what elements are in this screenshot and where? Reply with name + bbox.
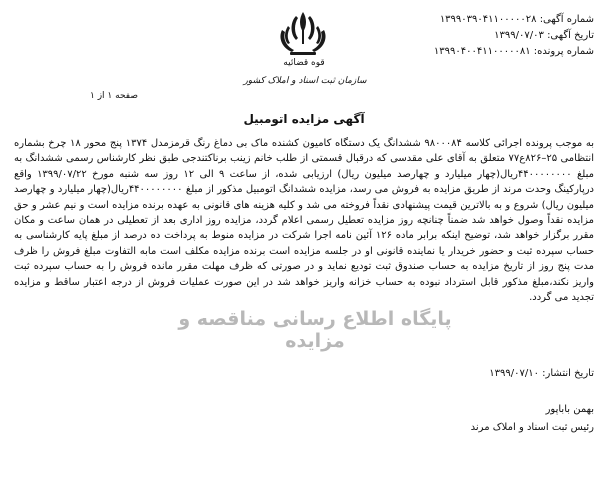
notice-number-label: شماره آگهی: xyxy=(539,14,594,25)
signer-title: رئیس ثبت اسناد و املاک مرند xyxy=(470,422,594,433)
iran-emblem-icon xyxy=(268,8,338,60)
notice-date-row xyxy=(434,28,594,44)
publication-date-label: تاریخ انتشار: xyxy=(542,368,594,379)
case-number: ۱۳۹۹۰۴۰۰۴۱۱۰۰۰۰۰۸۱ xyxy=(433,46,531,57)
notice-body: به موجب پرونده اجرائی کلاسه ۹۸۰۰۰۸۴ ششدانگ یک دستگاه کامیون کشنده ماک بی دماغ رنگ قرمزمدل ۱۳۷۴ پنج محور ۱۸ چرخ بشماره انتظامی ۲۵–۸۲۶ع۷۷ متعلق به آقای علی مقدسی که درقبال قسمتی از طلب خانم زینب برناکتندجی طبق نظر کارشناس رسمی ششدانگ به مبلغ ۴۴۰۰۰۰۰۰۰۰ریال(چهار میلیارد و چهارصد میلیون ریال) ارزیابی شده، از ساعت ۹ الی ۱۲ روز سه شنبه مورخ ۱۳۹۹/۰۷/۲۲ واقع درپارکینگ وحدت مرند از طریق مزایده به فروش می رسد، مزایده ششدانگ اتومبیل مذکور از مبلغ ۴۴۰۰۰۰۰۰۰۰ریال(چهار میلیارد و چهارصد میلیون ریال) شروع و به بالاترین قیمت پیشنهادی نقداً فروخته می شد و کلیه هزینه های قانونی به عهده برنده مزایده است و نیم عشر و حق مزایده نقداً وصول خواهد شد ضمناً چنانچه روز مزایده تعطیل رسمی اعلام گردد، مزایده روز اداری بعد از تعطیلی در همان ساعت و مکان مقرر برگزار خواهد شد، توضیح اینکه برابر ماده ۱۲۶ آئین نامه اجرا شرکت در مزایده منوط به پرداخت ده درصد از مبلغ پایه کارشناسی به حساب سپرده ثبت و حضور خریدار یا نماینده قانونی او در جلسه مزایده است برنده مزایده مکلف است مابه التفاوت مبلغ فروش را ظرف مدت پنج روز از تاریخ مزایده به حساب صندوق ثبت تودیع نماید و در صورتی که ظرف مهلت مقرر مانده فروش را به حساب سپرده ثبت واریز نکند،مبلغ مذکور قابل استرداد نبوده به حساب خزانه واریز خواهد شد در این صورت عملیات فروش از درجه اعتبار ساقط و مزایده تجدید می گردد. xyxy=(14,138,595,304)
notice-date: ۱۳۹۹/۰۷/۰۳ xyxy=(494,30,544,41)
organization-label: سازمان ثبت اسناد و املاک کشور xyxy=(243,76,367,86)
judiciary-label: قوه قضائیه xyxy=(283,58,325,68)
notice-number-row xyxy=(434,12,594,28)
publication-date-row xyxy=(489,368,594,379)
case-number-label: شماره پرونده: xyxy=(533,46,594,57)
signer-name: بهمن باباپور xyxy=(545,404,594,415)
notice-title: آگهی مزایده اتومبیل xyxy=(243,112,365,126)
watermark: پایگاه اطلاع رسانی مناقصه و مزایده xyxy=(178,308,452,352)
notice-date-label: تاریخ آگهی: xyxy=(547,30,594,41)
case-number-row xyxy=(434,44,594,60)
notice-meta xyxy=(434,12,594,60)
publication-date: ۱۳۹۹/۰۷/۱۰ xyxy=(489,368,539,379)
page-indicator: صفحه ۱ از ۱ xyxy=(90,91,138,101)
notice-number: ۱۳۹۹۰۳۹۰۴۱۱۰۰۰۰۰۲۸ xyxy=(439,14,537,25)
